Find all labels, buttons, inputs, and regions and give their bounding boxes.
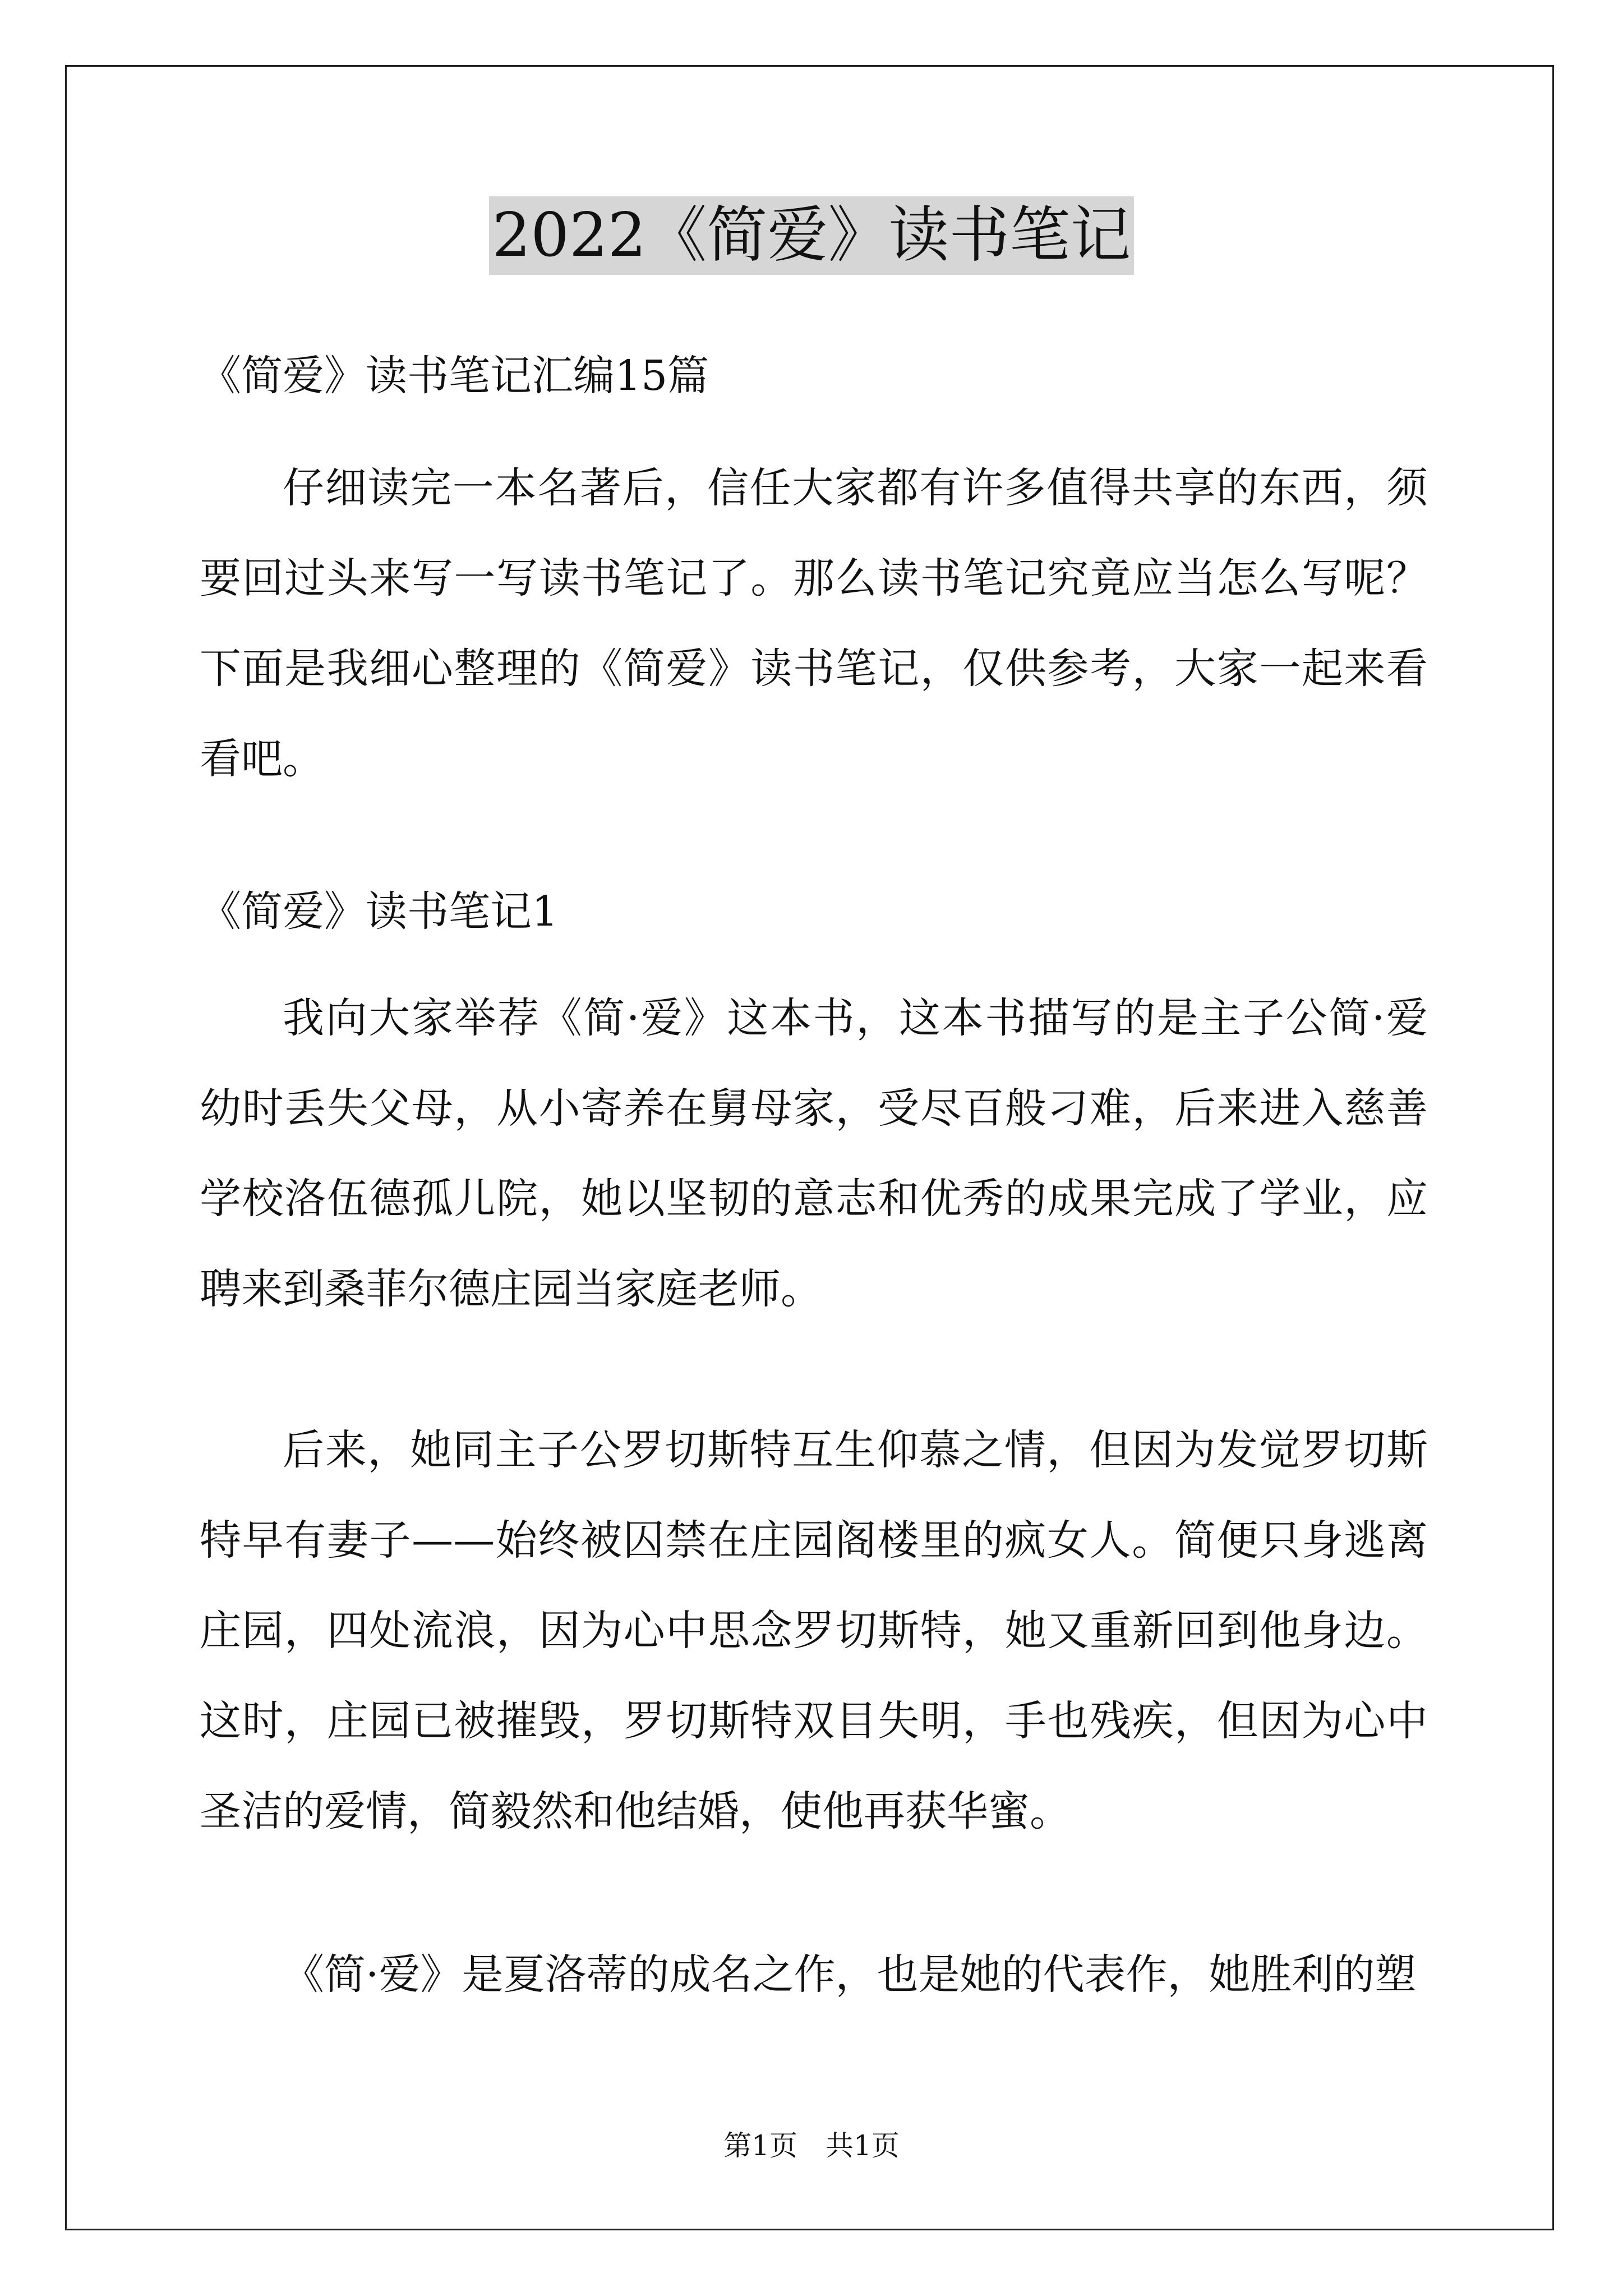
section-heading: 《简爱》读书笔记1	[200, 887, 559, 936]
body-paragraph-1: 我向大家举荐《简·爱》这本书，这本书描写的是主子公简·爱幼时丢失父母，从小寄养在舅母家，受尽百般刁难，后来进入慈善学校洛伍德孤儿院，她以坚韧的意志和优秀的成果完成了学业，应聘来到桑菲尔德庄园当家庭老师。	[200, 994, 1428, 1313]
body-paragraph-3: 《简·爱》是夏洛蒂的成名之作，也是她的代表作，她胜利的塑	[283, 1950, 1417, 1999]
intro-paragraph: 仔细读完一本名著后，信任大家都有许多值得共享的东西，须要回过头来写一写读书笔记了。那么读书笔记究竟应当怎么写呢？下面是我细心整理的《简爱》读书笔记，仅供参考，大家一起来看看吧。	[200, 464, 1428, 783]
title-container	[0, 196, 1623, 275]
body-paragraph-2: 后来，她同主子公罗切斯特互生仰慕之情，但因为发觉罗切斯特早有妻子——始终被囚禁在庄园阁楼里的疯女人。简便只身逃离庄园，四处流浪，因为心中思念罗切斯特，她又重新回到他身边。这时，庄园已被摧毁，罗切斯特双目失明，手也残疾，但因为心中圣洁的爱情，简毅然和他结婚，使他再获华蜜。	[200, 1426, 1428, 1835]
page-footer: 第1页 共1页	[723, 2129, 900, 2162]
document-title: 2022《简爱》读书笔记	[489, 196, 1135, 275]
document-subtitle: 《简爱》读书笔记汇编15篇	[200, 352, 709, 400]
